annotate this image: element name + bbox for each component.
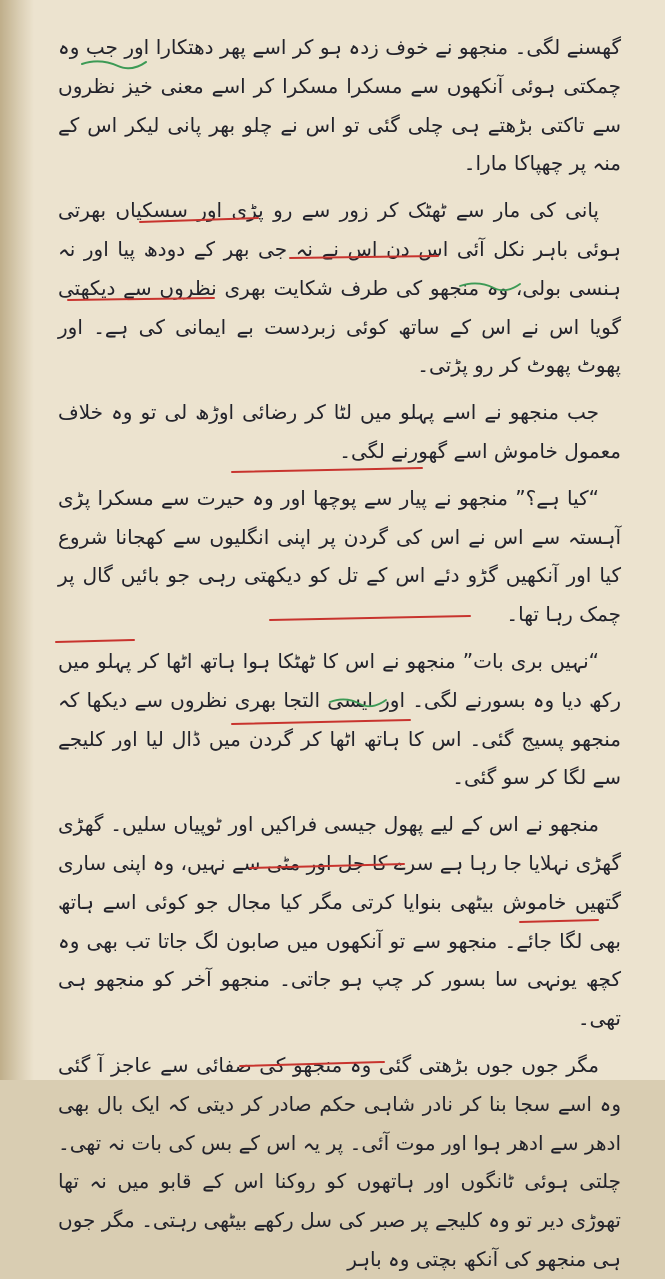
urdu-text-body (58, 28, 621, 1279)
paragraph-6: منجھو نے اس کے لیے پھول جیسی فراکیں اور ٹوپیاں سلیں۔ گھڑی گھڑی نہلایا جا رہا ہے سرے کا جل اور مٹی سے نہیں، وہ اپنی ساری گتھیں خاموش بیٹھی بنوایا کرتی مگر کیا مجال جو کوئی اسے ہاتھ بھی لگا جائے۔ منجھو سے تو آنکھوں میں صابون لگ جاتا تب بھی وہ کچھ یونہی سا بسور کر چپ ہو جاتی۔ منجھو آخر کو منجھو ہی تھی۔ (58, 812, 621, 1031)
paragraph-7: مگر جوں جوں بڑھتی گئی وہ منجھو کی صفائی سے عاجز آ گئی وہ اسے سجا بنا کر نادر شاہی حکم صادر کر دیتی کہ ایک بال بھی ادھر سے ادھر ہوا اور موت آئی۔ پر یہ اس کے بس کی بات نہ تھی۔ چلتی ہوئی ٹانگوں اور ہاتھوں کو روکنا اس کے قابو میں نہ تھا تھوڑی دیر تو وہ کلیجے پر صبر کی سل رکھے بیٹھی رہتی۔ مگر جوں ہی منجھو کی آنکھ بچتی وہ باہر (58, 1052, 621, 1271)
paragraph-1: گھسنے لگی۔ منجھو نے خوف زدہ ہو کر اسے پھر دھتکارا اور جب وہ چمکتی ہوئی آنکھوں سے مسکرا مسکرا کر اسے معنی خیز نظروں سے تاکتی بڑھتے ہی چلی گئی تو اس نے چلو بھر پانی لیکر اس کے منہ پر چھپاکا مارا۔ (58, 35, 621, 176)
paragraph-2: پانی کی مار سے ٹھٹک کر زور سے رو پڑی اور سسکیاں بھرتی ہوئی باہر نکل آئی اس دن اس نے نہ جی بھر کے دودھ پیا اور نہ ہنسی بولی، وہ منجھو کی طرف شکایت بھری نظروں سے دیکھتی گویا اس نے اس کے ساتھ کوئی زبردست بے ایمانی کی ہے۔ اور پھوٹ پھوٹ کر رو پڑتی۔ (58, 198, 621, 378)
paragraph-4: “کیا ہے؟” منجھو نے پیار سے پوچھا اور وہ حیرت سے مسکرا پڑی آہستہ سے اس نے اس کی گردن پر اپنی انگلیوں سے کھجانا شروع کیا اور آنکھیں گڑو دئے اس کے تل کو دیکھتی رہی جو بائیں گال پر چمک رہا تھا۔ (58, 485, 621, 627)
binding-shadow (0, 0, 34, 1080)
paragraph-3: جب منجھو نے اسے پہلو میں لٹا کر رضائی اوڑھ لی تو وہ خلاف معمول خاموش اسے گھورنے لگی۔ (58, 400, 621, 463)
paragraph-5: “نہیں بری بات” منجھو نے اس کا ٹھٹکا ہوا ہاتھ اٹھا کر پہلو میں رکھ دیا وہ بسورنے لگی۔ اور ایسی التجا بھری نظروں سے دیکھا کہ منجھو پسیج گئی۔ اس کا ہاتھ اٹھا کر گردن میں ڈال لیا اور کلیجے سے لگا کر سو گئی۔ (58, 648, 621, 790)
